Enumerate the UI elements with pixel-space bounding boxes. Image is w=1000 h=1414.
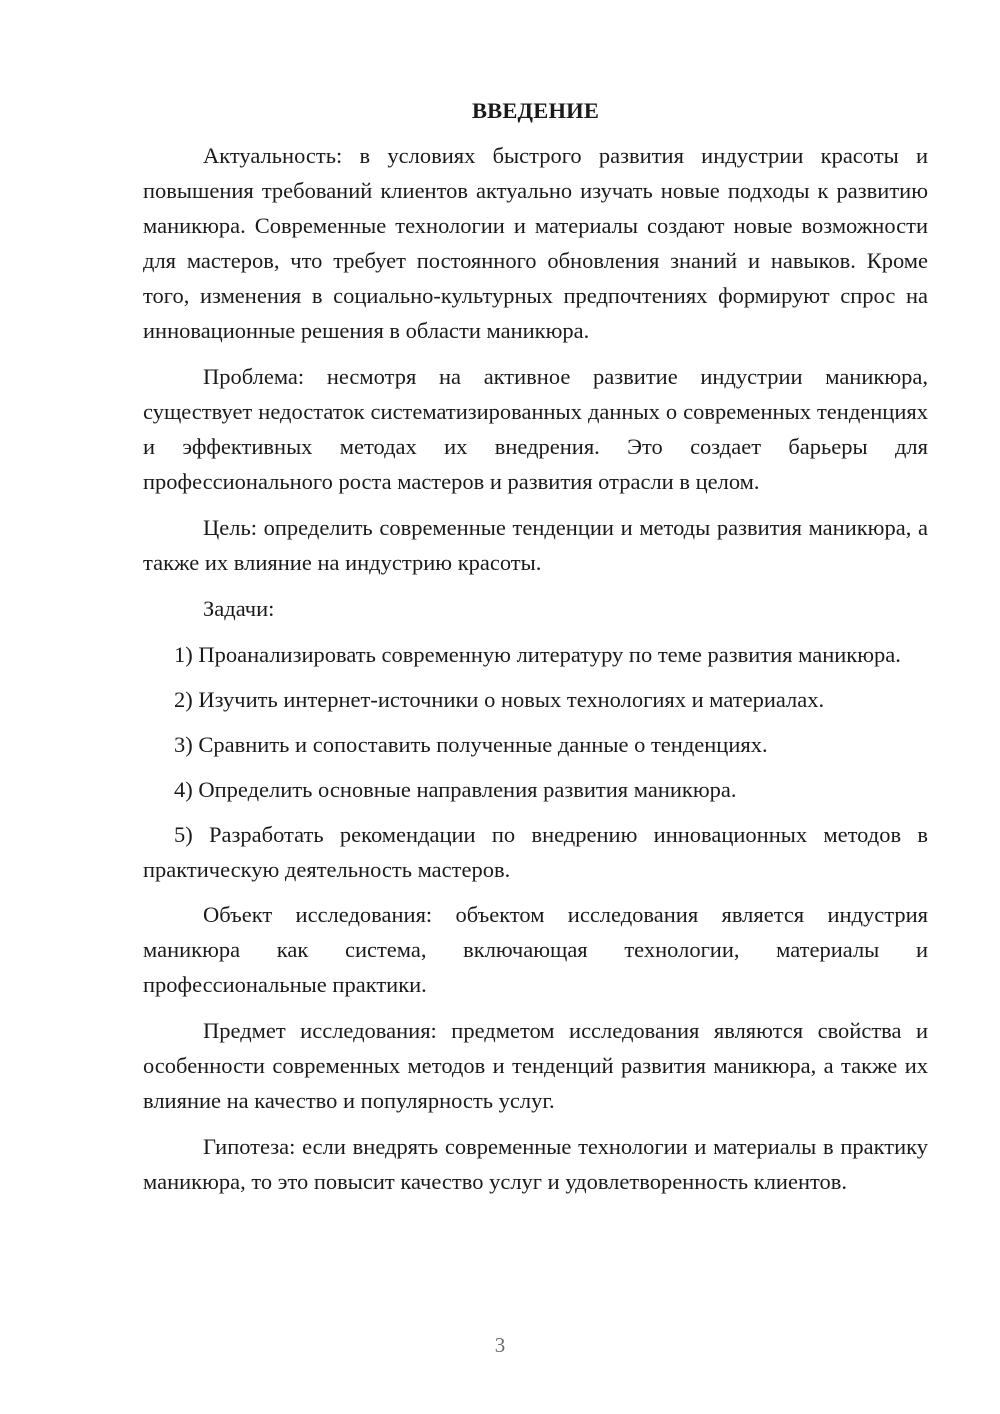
- section-title: ВВЕДЕНИЕ: [471, 98, 600, 123]
- list-item: 2) Изучить интернет-источники о новых технологиях и материалах.: [174, 687, 825, 712]
- list-item: 4) Определить основные направления развития маникюра.: [174, 777, 737, 802]
- document-page: [143, 96, 928, 1210]
- tasks-heading: Задачи:: [203, 596, 275, 621]
- paragraph-relevance: Актуальность: в условиях быстрого развития индустрии красоты и повышения требований клиентов актуально изучать новые подходы к развитию маникюра. Современные технологии и материалы создают новые возможности для мастеров, что требует постоянного обновления знаний и навыков. Кроме того, изменения в социально-культурных предпочтениях формируют спрос на инновационные решения в области маникюра.: [143, 143, 928, 343]
- paragraph-object: Объект исследования: объектом исследования является индустрия маникюра как система, включающая технологии, материалы и профессиональные практики.: [143, 902, 928, 997]
- paragraph-subject: Предмет исследования: предметом исследования являются свойства и особенности современных методов и тенденций развития маникюра, а также их влияние на качество и популярность услуг.: [143, 1018, 928, 1113]
- tasks-list: [143, 637, 928, 887]
- paragraph-hypothesis: Гипотеза: если внедрять современные технологии и материалы в практику маникюра, то это повысит качество услуг и удовлетворенность клиентов.: [143, 1134, 928, 1194]
- page-number: 3: [494, 1333, 506, 1357]
- list-item: 1) Проанализировать современную литературу по теме развития маникюра.: [174, 642, 901, 667]
- list-item: 5) Разработать рекомендации по внедрению инновационных методов в практическую деятельность мастеров.: [143, 822, 928, 882]
- paragraph-goal: Цель: определить современные тенденции и методы развития маникюра, а также их влияние на индустрию красоты.: [143, 515, 928, 575]
- list-item: 3) Сравнить и сопоставить полученные данные о тенденциях.: [174, 732, 768, 757]
- paragraph-problem: Проблема: несмотря на активное развитие индустрии маникюра, существует недостаток систематизированных данных о современных тенденциях и эффективных методах их внедрения. Это создает барьеры для профессионального роста мастеров и развития отрасли в целом.: [143, 364, 928, 494]
